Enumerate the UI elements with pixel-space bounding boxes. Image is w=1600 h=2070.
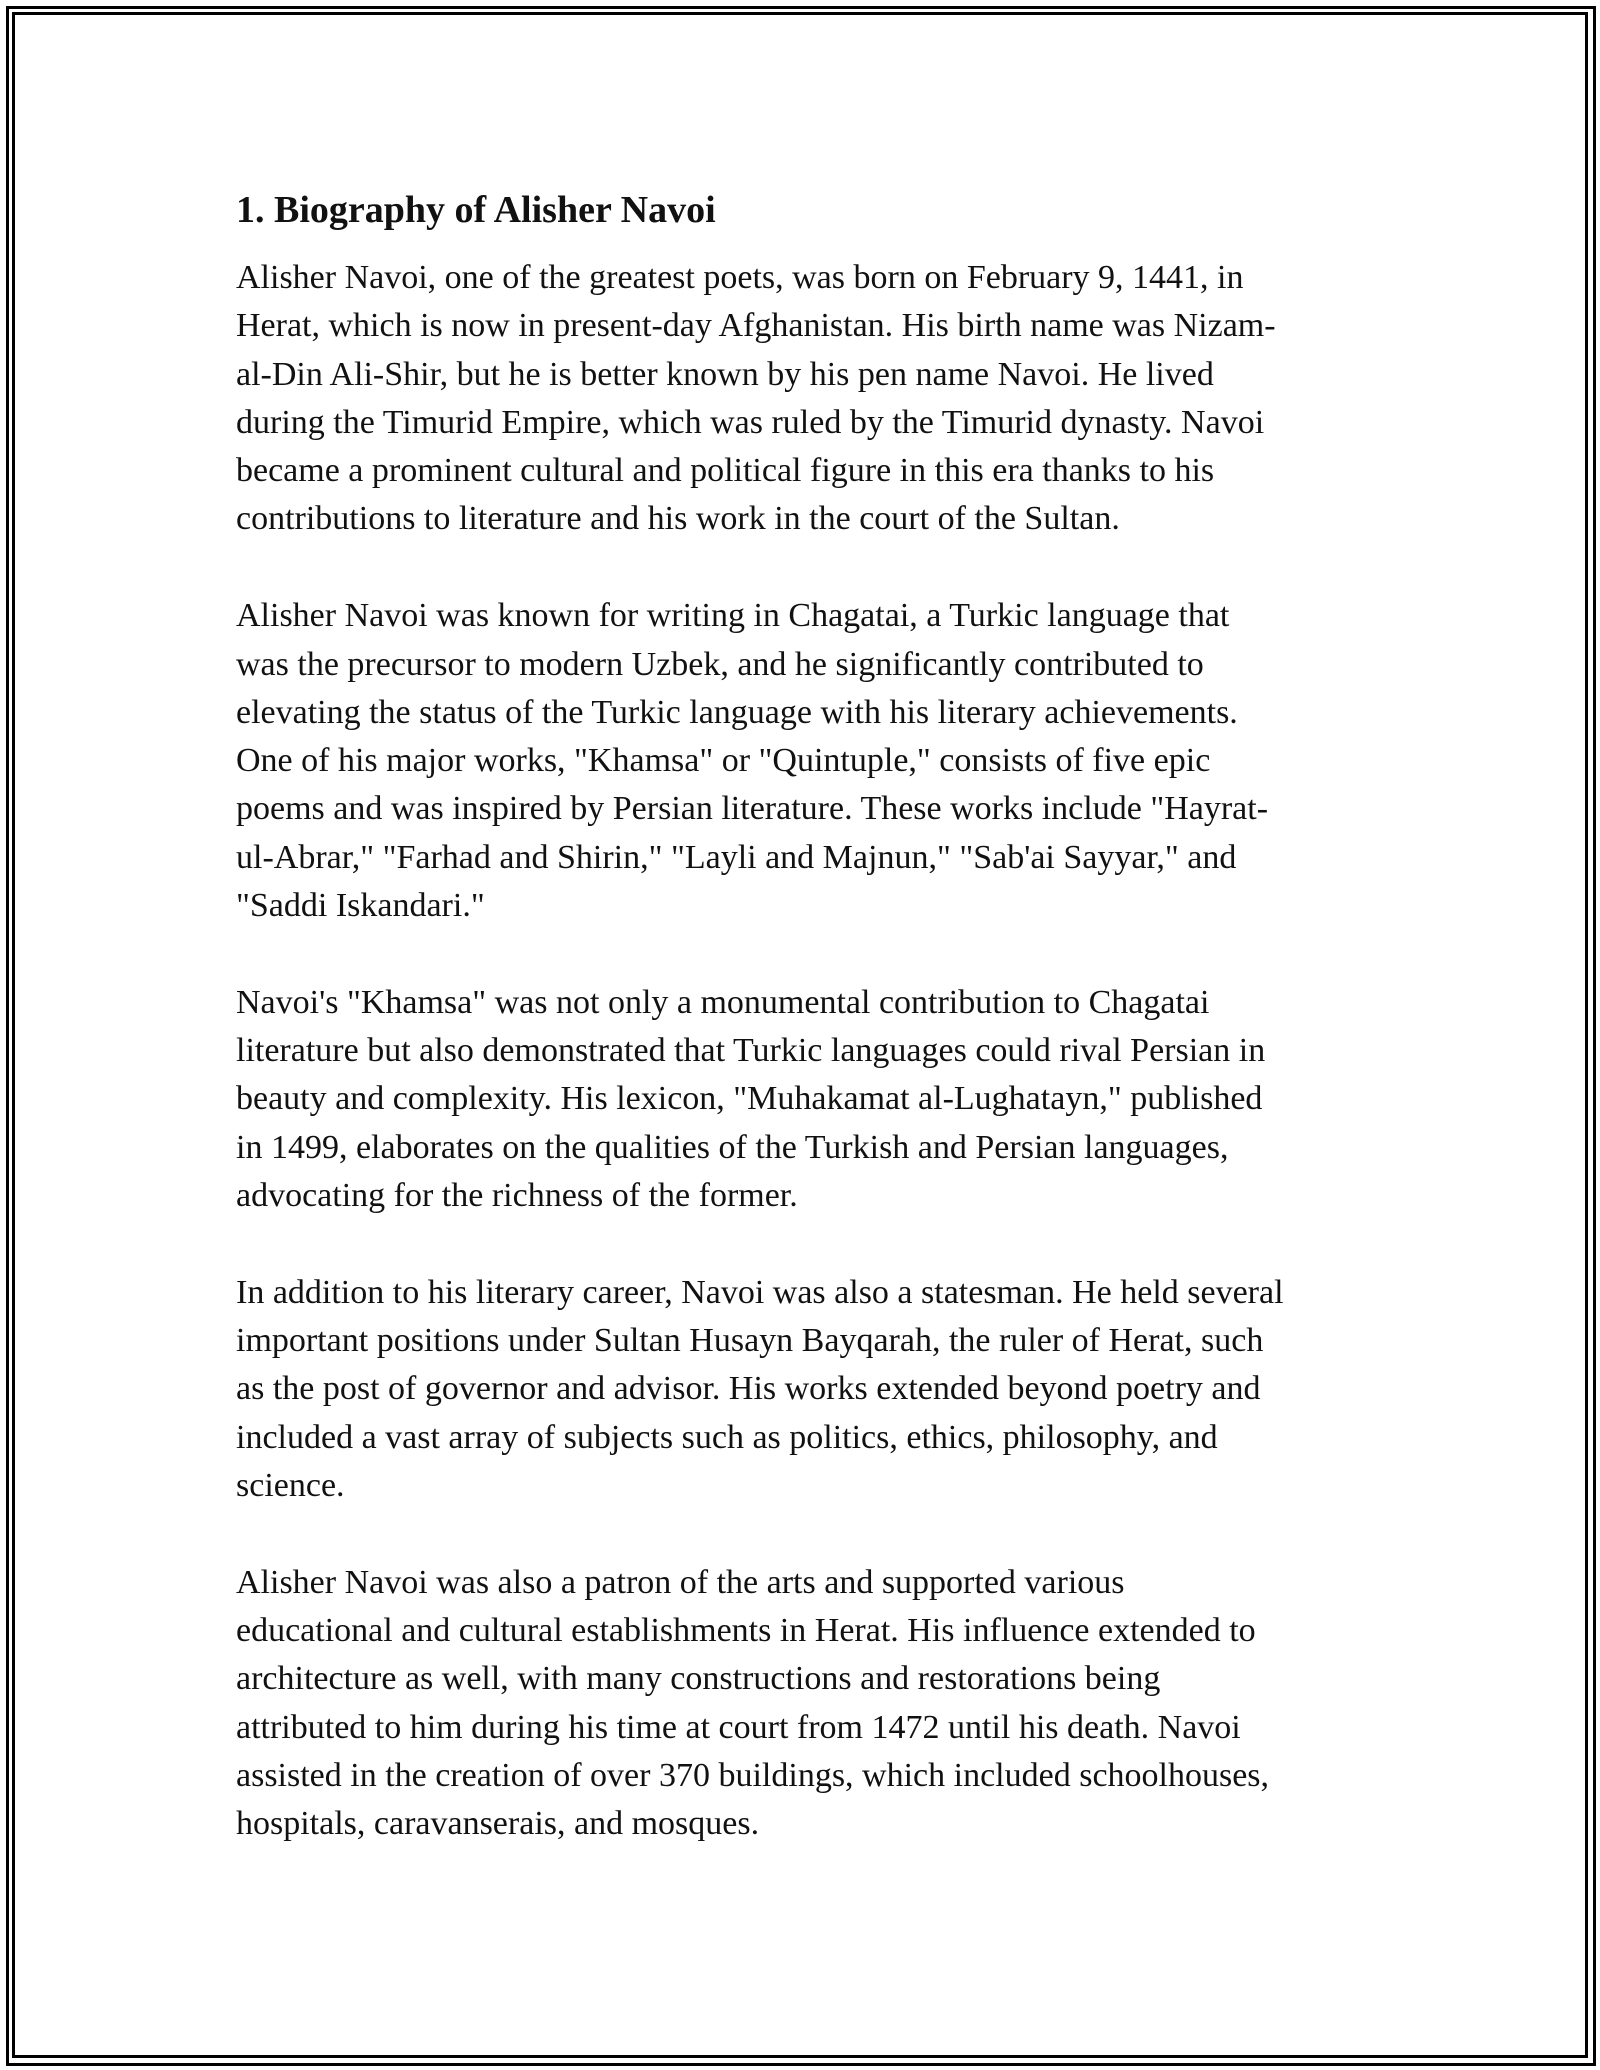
text-line: Herat, which is now in present-day Afghanistan. His birth name was Nizam- [236,307,1276,345]
text-line: attributed to him during his time at court from 1472 until his death. Navoi [236,1708,1241,1746]
document-body [236,186,1376,1897]
text-line: hospitals, caravanserais, and mosques. [236,1805,760,1843]
paragraph-birth [236,254,1376,544]
text-line: beauty and complexity. His lexicon, "Muhakamat al-Lughatayn," published [236,1080,1263,1118]
text-line: contributions to literature and his work in the court of the Sultan. [236,500,1120,538]
text-line: al-Din Ali-Shir, but he is better known by his pen name Navoi. He lived [236,355,1214,393]
text-line: "Saddi Iskandari." [236,887,485,925]
text-line: was the precursor to modern Uzbek, and he significantly contributed to [236,645,1204,683]
text-line: educational and cultural establishments in Herat. His influence extended to [236,1612,1256,1650]
text-line: included a vast array of subjects such as politics, ethics, philosophy, and [236,1418,1218,1456]
text-line: important positions under Sultan Husayn Bayqarah, the ruler of Herat, such [236,1322,1264,1360]
text-line: Navoi's "Khamsa" was not only a monumental contribution to Chagatai [236,983,1210,1021]
text-line: ul-Abrar," "Farhad and Shirin," "Layli and Majnun," "Sab'ai Sayyar," and [236,838,1237,876]
text-line: literature but also demonstrated that Turkic languages could rival Persian in [236,1032,1266,1070]
text-line: in 1499, elaborates on the qualities of the Turkish and Persian languages, [236,1128,1229,1166]
text-line: became a prominent cultural and political figure in this era thanks to his [236,452,1215,490]
page-title: 1. Biography of Alisher Navoi [236,189,716,231]
text-line: advocating for the richness of the former. [236,1177,798,1215]
text-line: architecture as well, with many constructions and restorations being [236,1660,1161,1698]
text-line: science. [236,1467,345,1505]
text-line: elevating the status of the Turkic language with his literary achievements. [236,693,1238,731]
text-line: as the post of governor and advisor. His works extended beyond poetry and [236,1370,1261,1408]
text-line: Alisher Navoi was known for writing in Chagatai, a Turkic language that [236,597,1230,635]
text-line: Alisher Navoi, one of the greatest poets, was born on February 9, 1441, in [236,259,1244,296]
text-line: assisted in the creation of over 370 buildings, which included schoolhouses, [236,1757,1270,1795]
paragraph-statesman [236,1269,1376,1510]
text-line: In addition to his literary career, Navoi was also a statesman. He held several [236,1273,1284,1311]
text-line: One of his major works, "Khamsa" or "Quintuple," consists of five epic [236,742,1211,780]
paragraph-patron [236,1559,1376,1849]
text-line: Alisher Navoi was also a patron of the arts and supported various [236,1563,1125,1601]
paragraph-khamsa [236,979,1376,1220]
paragraph-chagatai [236,592,1376,930]
text-line: poems and was inspired by Persian literature. These works include "Hayrat- [236,790,1269,828]
text-line: during the Timurid Empire, which was ruled by the Timurid dynasty. Navoi [236,403,1265,441]
